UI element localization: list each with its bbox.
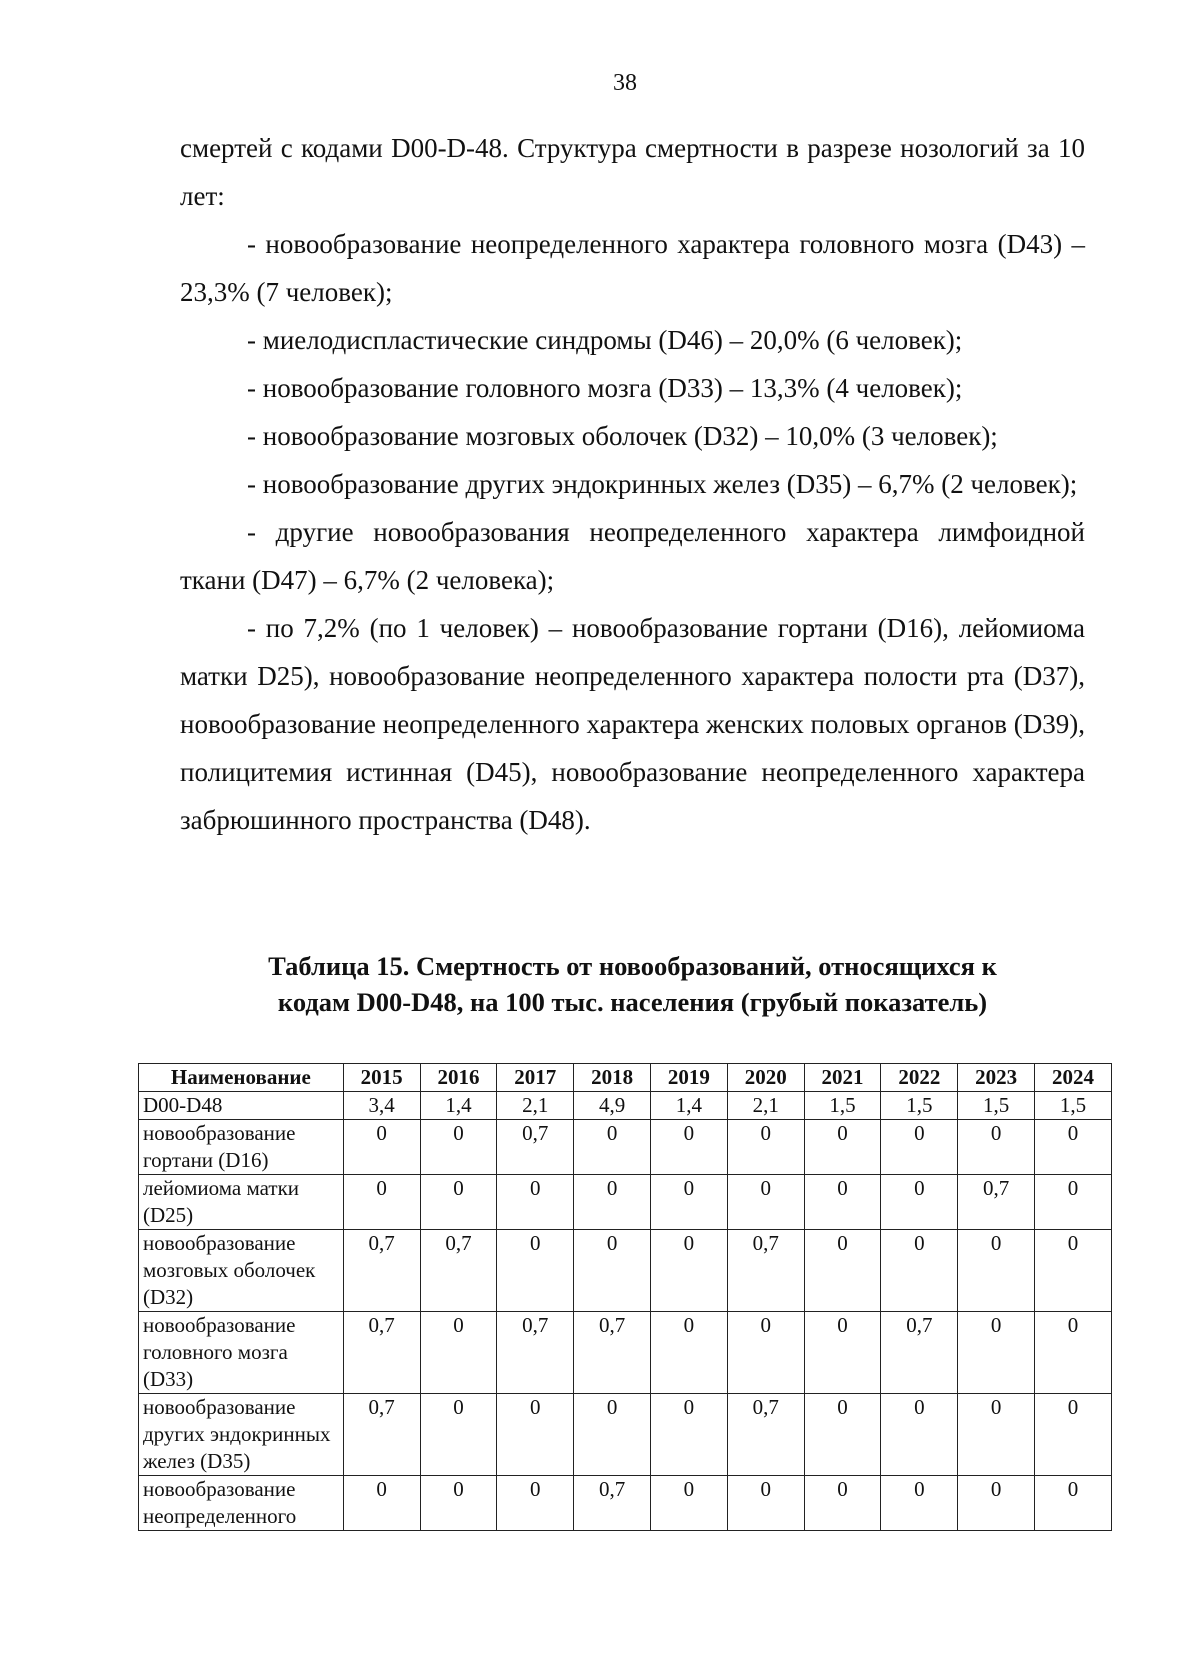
table-row [139,1175,1112,1230]
column-header: 2019 [650,1064,727,1092]
table-title-line: кодам D00-D48, на 100 тыс. населения (грубый показатель) [277,987,988,1017]
table-cell: 1,5 [958,1092,1035,1120]
paragraph: - новообразование других эндокринных желез (D35) – 6,7% (2 человек); [247,469,1078,499]
table-cell: 0 [420,1175,497,1230]
table-cell: 0 [650,1175,727,1230]
table-cell: 0 [497,1175,574,1230]
table-cell: 0 [420,1120,497,1175]
table-cell: 0,7 [727,1394,804,1476]
table-cell: 1,4 [420,1092,497,1120]
column-header: 2021 [804,1064,881,1092]
table-cell: 0,7 [420,1230,497,1312]
table-cell: 0 [574,1394,651,1476]
table-row [139,1476,1112,1531]
row-label: лейомиома матки (D25) [139,1175,344,1230]
table-cell: 0 [881,1476,958,1531]
table-cell: 2,1 [727,1092,804,1120]
table-cell: 0 [804,1476,881,1531]
column-header: 2022 [881,1064,958,1092]
table-cell: 0 [804,1394,881,1476]
paragraph: - миелодиспластические синдромы (D46) – 20,0% (6 человек); [247,325,963,355]
table-cell: 0 [881,1230,958,1312]
table-cell: 1,4 [650,1092,727,1120]
column-header: 2017 [497,1064,574,1092]
paragraph: - по 7,2% (по 1 человек) – новообразование гортани (D16), лейомиома матки D25), новообразование неопределенного характера полости рта (D37), новообразование неопределенного характера женских половых органов (D39), полицитемия истинная (D45), новообразование неопределенного характера забрюшинного пространства (D48). [180,613,1085,835]
table-cell: 0 [958,1394,1035,1476]
row-label: новообразование других эндокринных желез (D35) [139,1394,344,1476]
column-header: 2016 [420,1064,497,1092]
paragraph: смертей с кодами D00-D-48. Структура смертности в разрезе нозологий за 10 лет: [180,133,1085,211]
table-cell: 0,7 [958,1175,1035,1230]
table-row [139,1312,1112,1394]
table-cell: 0 [497,1476,574,1531]
table-cell: 0 [1035,1230,1112,1312]
table-cell: 0 [574,1175,651,1230]
table-cell: 0,7 [497,1120,574,1175]
table-cell: 0 [1035,1175,1112,1230]
table-cell: 3,4 [343,1092,420,1120]
table-cell: 0 [420,1312,497,1394]
row-label: D00-D48 [139,1092,344,1120]
table-cell: 0,7 [881,1312,958,1394]
table-cell: 2,1 [497,1092,574,1120]
table-cell: 0 [958,1312,1035,1394]
paragraph: - новообразование неопределенного характера головного мозга (D43) – 23,3% (7 человек); [180,229,1085,307]
table-cell: 0 [727,1175,804,1230]
table-cell: 0 [650,1476,727,1531]
table-cell: 0 [497,1230,574,1312]
table-cell: 0 [958,1476,1035,1531]
table-cell: 0,7 [497,1312,574,1394]
paragraph: - новообразование головного мозга (D33) – 13,3% (4 человек); [247,373,963,403]
table-cell: 0 [727,1312,804,1394]
table-cell: 0 [804,1312,881,1394]
table-cell: 0,7 [727,1230,804,1312]
body-text [180,124,1085,844]
table-cell: 0 [650,1230,727,1312]
table-cell: 0 [958,1120,1035,1175]
table-cell: 0 [958,1230,1035,1312]
mortality-table [138,1063,1112,1531]
row-label: новообразование гортани (D16) [139,1120,344,1175]
table-cell: 0,7 [574,1312,651,1394]
table-cell: 0 [1035,1120,1112,1175]
table-cell: 0 [650,1394,727,1476]
column-header: 2015 [343,1064,420,1092]
table-cell: 1,5 [881,1092,958,1120]
table-row [139,1230,1112,1312]
table-cell: 0 [1035,1476,1112,1531]
paragraph: - новообразование мозговых оболочек (D32) – 10,0% (3 человек); [247,421,998,451]
table-title-line: Таблица 15. Смертность от новообразований, относящихся к [268,951,997,981]
table-cell: 0 [727,1476,804,1531]
table-row [139,1092,1112,1120]
table-cell: 0 [574,1230,651,1312]
paragraph: - другие новообразования неопределенного характера лимфоидной ткани (D47) – 6,7% (2 человека); [180,517,1085,595]
column-header: Наименование [139,1064,344,1092]
column-header: 2024 [1035,1064,1112,1092]
row-label: новообразование мозговых оболочек (D32) [139,1230,344,1312]
table-cell: 0,7 [574,1476,651,1531]
column-header: 2018 [574,1064,651,1092]
table-header-row [139,1064,1112,1092]
table-body [139,1092,1112,1531]
table-cell: 0 [727,1120,804,1175]
table-cell: 0 [804,1230,881,1312]
table-cell: 0 [881,1175,958,1230]
table-title [180,948,1085,1020]
table-cell: 0 [343,1175,420,1230]
table-cell: 1,5 [804,1092,881,1120]
table-cell: 1,5 [1035,1092,1112,1120]
table-cell: 0 [1035,1394,1112,1476]
table-cell: 0 [804,1120,881,1175]
table-cell: 0 [420,1394,497,1476]
table-cell: 0 [343,1120,420,1175]
table-cell: 0 [881,1120,958,1175]
table-cell: 0 [343,1476,420,1531]
table-row [139,1120,1112,1175]
table-cell: 0 [804,1175,881,1230]
row-label: новообразование головного мозга (D33) [139,1312,344,1394]
column-header: 2023 [958,1064,1035,1092]
table-cell: 0,7 [343,1394,420,1476]
table-cell: 0 [420,1476,497,1531]
table-cell: 0,7 [343,1230,420,1312]
table-cell: 0 [1035,1312,1112,1394]
table-cell: 0 [497,1394,574,1476]
table-cell: 4,9 [574,1092,651,1120]
table-cell: 0 [574,1120,651,1175]
page-number: 38 [613,70,637,96]
row-label: новообразование неопределенного [139,1476,344,1531]
table-row [139,1394,1112,1476]
table-cell: 0 [881,1394,958,1476]
table-cell: 0,7 [343,1312,420,1394]
table-cell: 0 [650,1312,727,1394]
column-header: 2020 [727,1064,804,1092]
table-cell: 0 [650,1120,727,1175]
